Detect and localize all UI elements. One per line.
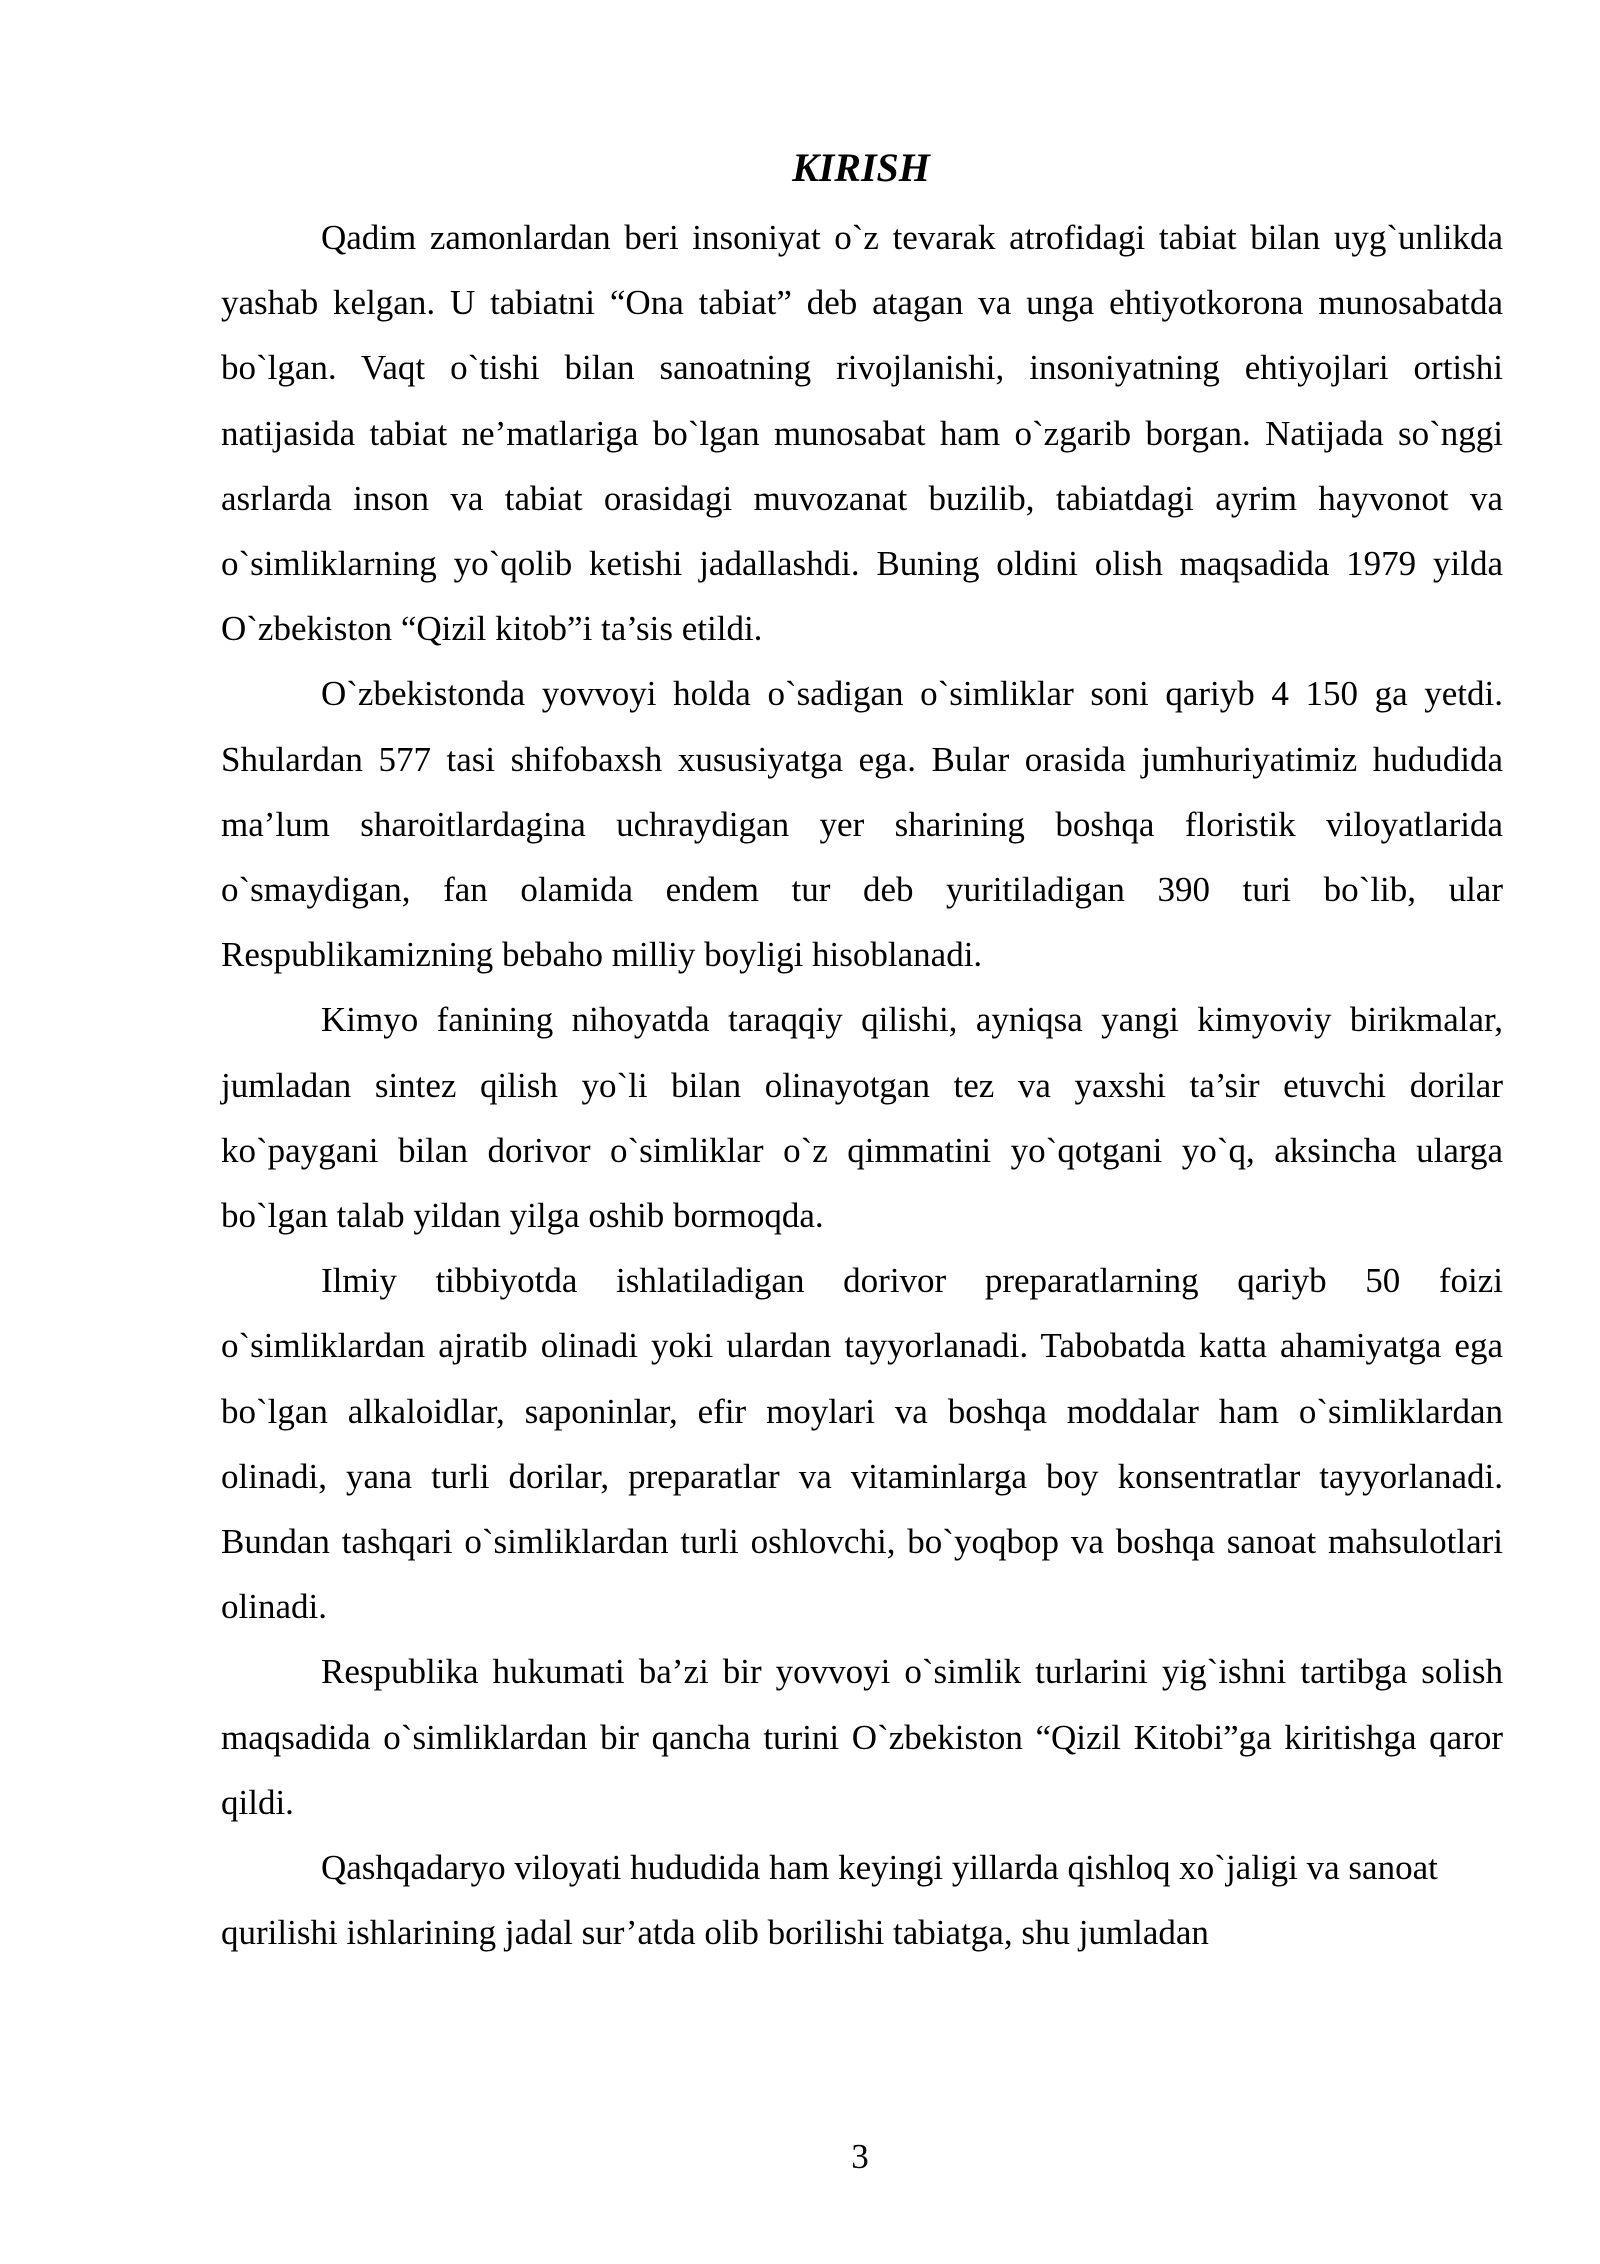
paragraph-intro: Qadim zamonlardan beri insoniyat o`z tevarak atrofidagi tabiat bilan uyg`unlikda yashab kelgan. U tabiatni “Ona tabiat” deb atagan va unga ehtiyotkorona munosabatda bo`lgan. Vaqt o`tishi bilan sanoatning rivojlanishi, insoniyatning ehtiyojlari ortishi natijasida tabiat ne’matlariga bo`lgan munosabat ham o`zgarib borgan. Natijada so`nggi asrlarda inson va tabiat orasidagi muvozanat buzilib, tabiatdagi ayrim hayvonot va o`simliklarning yo`qolib ketishi jadallashdi. Buning oldini olish maqsadida 1979 yilda O`zbekiston “Qizil kitob”i ta’sis etildi. <box>221 218 1503 649</box>
paragraph-qashqadaryo: Qashqadaryo viloyati hududida ham keyingi yillarda qishloq xo`jaligi va sanoat qurilishi ishlarining jadal sur’atda olib borilishi tabiatga, shu jumladan <box>221 1848 1438 1953</box>
body-text <box>221 205 1503 1965</box>
paragraph-medicine: Ilmiy tibbiyotda ishlatiladigan dorivor preparatlarning qariyb 50 foizi o`simliklardan ajratib olinadi yoki ulardan tayyorlanadi. Tabobatda katta ahamiyatga ega bo`lgan alkaloidlar, saponinlar, efir moylari va boshqa moddalar ham o`simliklardan olinadi, yana turli dorilar, preparatlar va vitaminlarga boy konsentratlar tayyorlanadi. Bundan tashqari o`simliklardan turli oshlovchi, bo`yoqbop va boshqa sanoat mahsulotlari olinadi. <box>221 1261 1503 1627</box>
page-number: 3 <box>851 2137 869 2176</box>
paragraph-chemistry: Kimyo fanining nihoyatda taraqqiy qilishi, ayniqsa yangi kimyoviy birikmalar, jumladan sintez qilish yo`li bilan olinayotgan tez va yaxshi ta’sir etuvchi dorilar ko`paygani bilan dorivor o`simliklar o`z qimmatini yo`qotgani yo`q, aksincha ularga bo`lgan talab yildan yilga oshib bormoqda. <box>221 1000 1503 1236</box>
paragraph-government: Respublika hukumati ba’zi bir yovvoyi o`simlik turlarini yig`ishni tartibga solish maqsadida o`simliklardan bir qancha turini O`zbekiston “Qizil Kitobi”ga kiritishga qaror qildi. <box>221 1652 1503 1822</box>
page-title: KIRISH <box>792 145 930 190</box>
paragraph-plant-count: O`zbekistonda yovvoyi holda o`sadigan o`simliklar soni qariyb 4 150 ga yetdi. Shulardan 577 tasi shifobaxsh xususiyatga ega. Bular orasida jumhuriyatimiz hududida ma’lum sharoitlardagina uchraydigan yer sharining boshqa floristik viloyatlarida o`smaydigan, fan olamida endem tur deb yuritiladigan 390 turi bo`lib, ular Respublikamizning bebaho milliy boyligi hisoblanadi. <box>221 674 1503 975</box>
